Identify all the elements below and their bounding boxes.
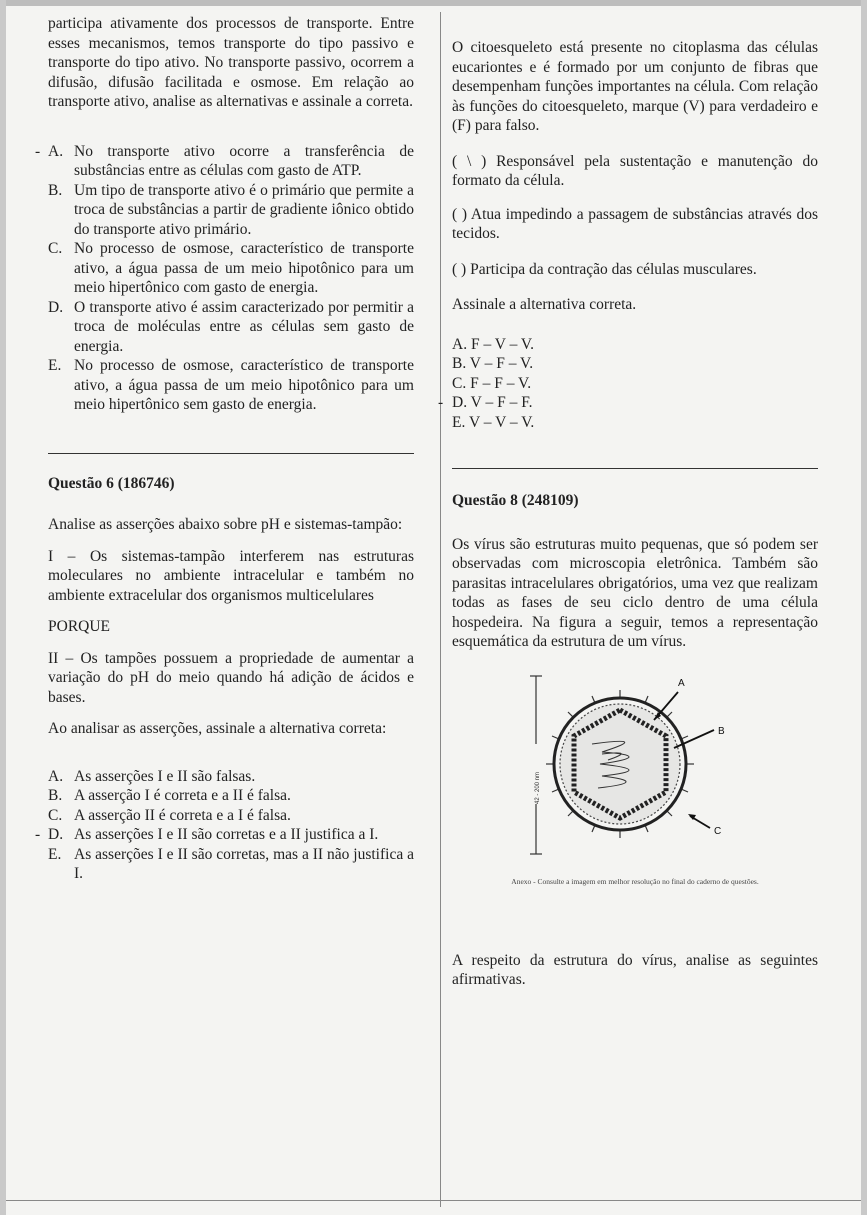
q7-answer-e[interactable]: E. V – V – V.	[452, 413, 535, 431]
q7-item-1[interactable]: ( \ ) Responsável pela sustentação e manutenção do formato da célula.	[452, 152, 818, 189]
q6-title: Questão 6 (186746)	[48, 474, 175, 492]
q7-answer-d[interactable]: - D. V – F – F.	[438, 394, 533, 411]
q7-answer-c[interactable]: C. F – F – V.	[452, 374, 532, 392]
q7-instruction: Assinale a alternativa correta.	[452, 296, 637, 313]
label-b: B	[718, 725, 725, 737]
q8-text: Os vírus são estruturas muito pequenas, que só podem ser observadas com microscopia eletrônica. Também são parasitas intracelulares obrigatórios, uma vez que realizam todas as fases de seu ciclo dentro de uma célula hospedeira. Na figura a seguir, temos a representação esquemática da estrutura de um vírus.	[452, 535, 818, 650]
q8-after: A respeito da estrutura do vírus, analise as seguintes afirmativas.	[452, 951, 818, 988]
q6-assertion-1: I – Os sistemas-tampão interferem nas estruturas moleculares no ambiente intracelular e também no ambiente extracelular dos organismos multicelulares	[48, 547, 414, 604]
q5-option-e[interactable]: E. No processo de osmose, característico de transporte ativo, a água passa de um meio hipotônico para um meio hipertônico sem gasto de energia.	[48, 357, 414, 413]
virus-diagram	[452, 664, 818, 864]
q7-answer-a[interactable]: A. F – V – V.	[452, 335, 534, 353]
q7-item-2[interactable]: ( ) Atua impedindo a passagem de substâncias através dos tecidos.	[452, 205, 818, 242]
q5-options	[35, 142, 414, 415]
answer-mark: -	[35, 826, 41, 843]
q6-option-b[interactable]: B. A asserção I é correta e a II é falsa.	[48, 787, 291, 804]
q6-assertion-2: II – Os tampões possuem a propriedade de aumentar a variação do pH do meio quando há adição de ácidos e bases.	[48, 649, 414, 706]
q5-option-b[interactable]: B. Um tipo de transporte ativo é o primário que permite a troca de substâncias a partir de gradiente iônico obtido do transporte ativo primário.	[48, 181, 414, 238]
q7-answers	[438, 335, 818, 433]
q6-option-c[interactable]: C. A asserção II é correta e a I é falsa.	[48, 806, 291, 824]
q6-option-e[interactable]: E. As asserções I e II são corretas, mas a II não justifica a I.	[48, 845, 414, 882]
q5-intro: participa ativamente dos processos de transporte. Entre esses mecanismos, temos transporte do tipo passivo e transporte do tipo ativo. No transporte passivo, ocorrem a difusão, difusão facilitada e osmose. Em relação ao transporte ativo, analise as alternativas e assinale a correta.	[48, 15, 414, 110]
answer-mark: -	[35, 142, 41, 160]
q8-title: Questão 8 (248109)	[452, 492, 579, 509]
q5-option-d[interactable]: D. O transporte ativo é assim caracterizado por permitir a troca de moléculas entre as células sem gasto de energia.	[48, 298, 414, 355]
column-divider	[438, 12, 444, 1207]
q6-option-a[interactable]: A. As asserções I e II são falsas.	[48, 767, 256, 785]
scale-label: 42 - 200 nm	[535, 771, 541, 804]
q6-instruction: Ao analisar as asserções, assinale a alternativa correta:	[48, 720, 387, 737]
q6-options	[35, 767, 414, 884]
q7-item-3[interactable]: ( ) Participa da contração das células musculares.	[452, 260, 757, 278]
q6-option-d[interactable]: - D. As asserções I e II são corretas e a II justifica a I.	[35, 826, 379, 843]
figure-caption: Anexo - Consulte a imagem em melhor resolução no final do caderno de questões.	[511, 876, 759, 886]
q6-statement: Analise as asserções abaixo sobre pH e sistemas-tampão:	[48, 516, 403, 533]
left-column	[35, 14, 414, 884]
q5-option-a[interactable]: - A. No transporte ativo ocorre a transferência de substâncias entre as células com gasto de ATP.	[35, 142, 414, 179]
right-column	[438, 38, 818, 990]
q6-porque: PORQUE	[48, 618, 111, 635]
label-a: A	[678, 677, 685, 689]
q7-intro: O citoesqueleto está presente no citoplasma das células eucariontes e é formado por um conjunto de fibras que desempenham funções importantes na célula. Com relação às funções do citoesqueleto, marque (V) para verdadeiro e (F) para falso.	[452, 39, 818, 134]
answer-mark: -	[438, 394, 444, 411]
page-edge-right	[861, 0, 867, 1215]
label-c: C	[714, 825, 722, 837]
q7-answer-b[interactable]: B. V – F – V.	[452, 355, 534, 372]
virus-figure	[452, 664, 818, 864]
bottom-rule	[6, 1200, 861, 1201]
q5-option-c[interactable]: C. No processo de osmose, característico de transporte ativo, a água passa de um meio hipotônico para um meio hipertônico com gasto de energia.	[48, 240, 414, 296]
